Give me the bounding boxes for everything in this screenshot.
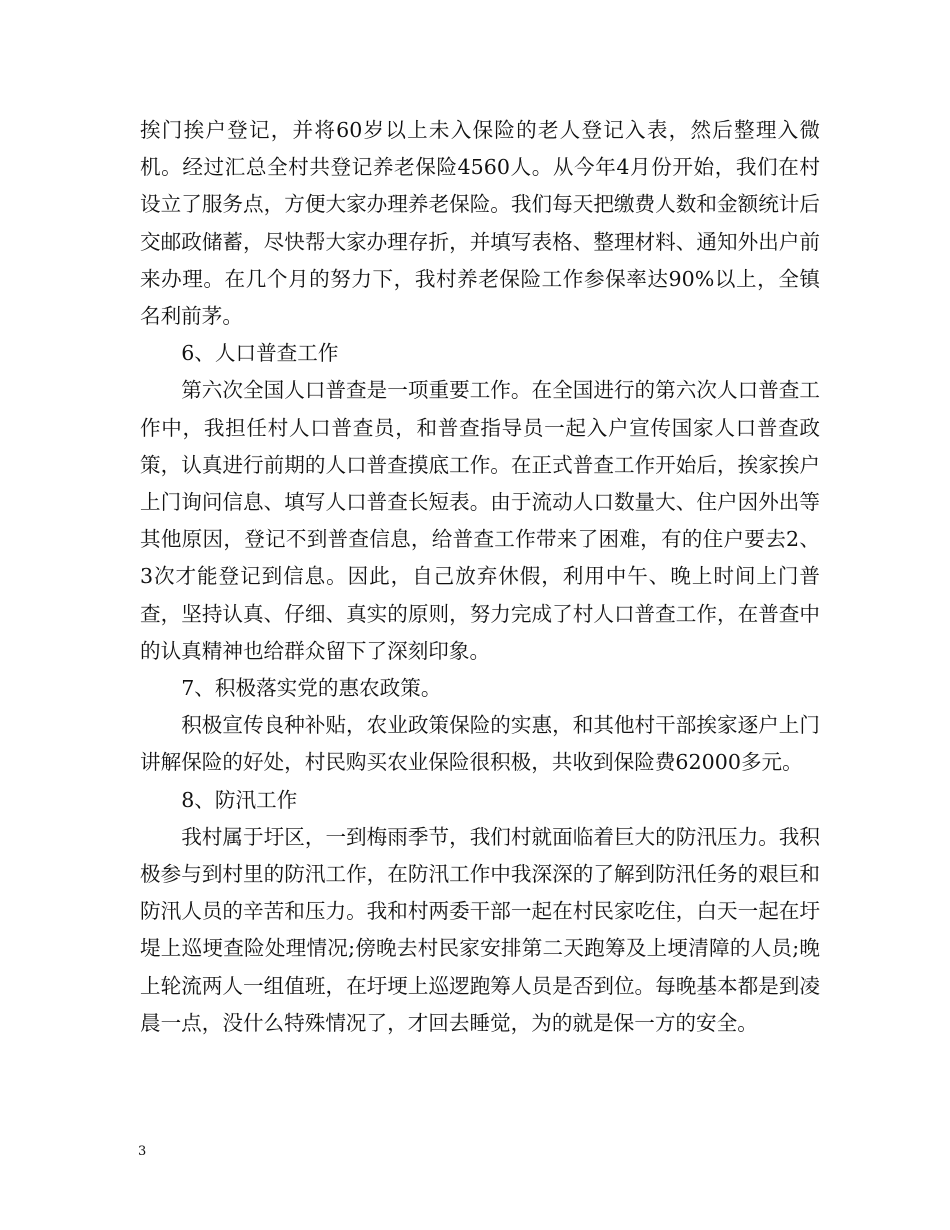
paragraph-census: 第六次全国人口普查是一项重要工作。在全国进行的第六次人口普查工作中，我担任村人口普查员，和普查指导员一起入户宣传国家人口普查政策，认真进行前期的人口普查摸底工作。在正式普查工作开始后，挨家挨户上门询问信息、填写人口普查长短表。由于流动人口数量大、住户因外出等其他原因，登记不到普查信息，给普查工作带来了困难，有的住户要去2、3次才能登记到信息。因此，自己放弃休假，利用中午、晚上时间上门普查，坚持认真、仔细、真实的原则，努力完成了村人口普查工作，在普查中的认真精神也给群众留下了深刻印象。 [140, 378, 820, 663]
section-heading-census: 6、人口普查工作 [181, 341, 339, 366]
paragraph-agri-policy: 积极宣传良种补贴，农业政策保险的实惠，和其他村干部挨家逐户上门讲解保险的好处，村民购买农业保险很积极，共收到保险费62000多元。 [140, 713, 820, 775]
page-number: 3 [138, 1144, 147, 1159]
section-heading-flood-control: 8、防汛工作 [181, 787, 298, 812]
paragraph-pension-registration: 挨门挨户登记，并将60岁以上未入保险的老人登记入表，然后整理入微机。经过汇总全村共登记养老保险4560人。从今年4月份开始，我们在村设立了服务点，方便大家办理养老保险。我们每天把缴费人数和金额统计后交邮政储蓄，尽快帮大家办理存折，并填写表格、整理材料、通知外出户前来办理。在几个月的努力下，我村养老保险工作参保率达90%以上，全镇名利前茅。 [140, 118, 820, 329]
section-heading-agri-policy: 7、积极落实党的惠农政策。 [181, 676, 442, 701]
document-body [140, 112, 820, 1042]
paragraph-flood-control: 我村属于圩区，一到梅雨季节，我们村就面临着巨大的防汛压力。我积极参与到村里的防汛工作，在防汛工作中我深深的了解到防汛任务的艰巨和防汛人员的辛苦和压力。我和村两委干部一起在村民家吃住，白天一起在圩堤上巡埂查险处理情况;傍晚去村民家安排第二天跑筹及上埂清障的人员;晚上轮流两人一组值班，在圩埂上巡逻跑筹人员是否到位。每晚基本都是到凌晨一点，没什么特殊情况了，才回去睡觉，为的就是保一方的安全。 [140, 824, 820, 1035]
